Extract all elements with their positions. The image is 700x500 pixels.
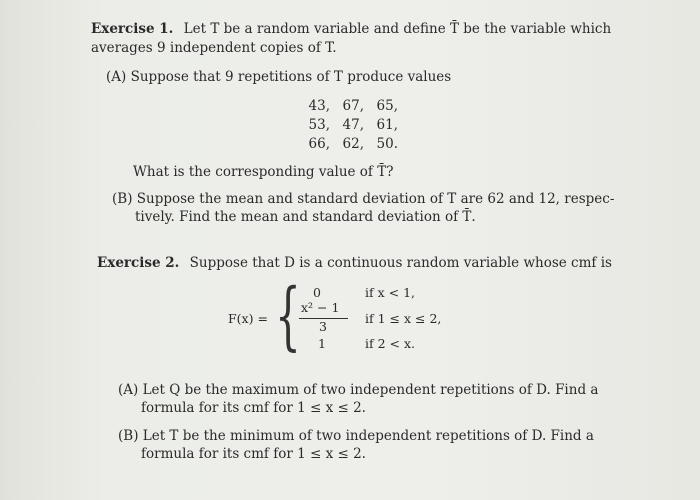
exercise-1-part-b-1: (B) Suppose the mean and standard deviation of T are 62 and 12, respec- bbox=[112, 191, 615, 207]
case-2-numerator: x² − 1 bbox=[301, 300, 340, 315]
exercise-2-part-b-2: formula for its cmf for 1 ≤ x ≤ 2. bbox=[141, 446, 366, 462]
value-cell: 66, bbox=[308, 136, 330, 152]
values-row bbox=[296, 135, 398, 154]
exercise-1-part-a: (A) Suppose that 9 repetitions of T produce values bbox=[106, 69, 452, 85]
values-row bbox=[296, 116, 398, 135]
case-1-condition: if x < 1, bbox=[365, 285, 415, 300]
function-label: F(x) = bbox=[228, 311, 268, 326]
value-cell: 53, bbox=[308, 117, 330, 133]
value-cell: 65, bbox=[376, 98, 398, 114]
value-cell: 61, bbox=[376, 117, 398, 133]
exercise-2-intro: Suppose that D is a continuous random variable whose cmf is bbox=[189, 255, 612, 271]
value-cell: 47, bbox=[342, 117, 364, 133]
value-cell: 62, bbox=[342, 136, 364, 152]
exercise-2-part-a-1: (A) Let Q be the maximum of two independent repetitions of D. Find a bbox=[118, 382, 599, 398]
case-3-value: 1 bbox=[318, 336, 326, 351]
exercise-1-heading: Exercise 1. bbox=[91, 21, 174, 37]
value-cell: 67, bbox=[342, 98, 364, 114]
case-2-denominator: 3 bbox=[319, 319, 327, 334]
case-2-condition: if 1 ≤ x ≤ 2, bbox=[365, 311, 442, 326]
case-3-condition: if 2 < x. bbox=[365, 336, 415, 351]
exercise-1-question: What is the corresponding value of T̄? bbox=[133, 164, 394, 180]
case-1-value: 0 bbox=[313, 285, 321, 300]
exercise-2-part-a-2: formula for its cmf for 1 ≤ x ≤ 2. bbox=[141, 400, 366, 416]
value-cell: 50. bbox=[376, 136, 398, 152]
values-block bbox=[296, 97, 398, 154]
values-row bbox=[296, 97, 398, 116]
exercise-1-intro-2: averages 9 independent copies of T. bbox=[91, 40, 337, 56]
exercise-2-part-b-1: (B) Let T be the minimum of two independent repetitions of D. Find a bbox=[118, 428, 594, 444]
exercise-2-heading: Exercise 2. bbox=[97, 255, 180, 271]
value-cell: 43, bbox=[308, 98, 330, 114]
exercise-2-line-1 bbox=[97, 254, 612, 272]
exercise-1-intro-1: Let T be a random variable and define T̄ be the variable which bbox=[183, 21, 612, 37]
left-brace: { bbox=[275, 273, 301, 359]
exercise-1-line-1 bbox=[91, 20, 611, 38]
exercise-1-part-b-2: tively. Find the mean and standard deviation of T̄. bbox=[135, 209, 476, 225]
